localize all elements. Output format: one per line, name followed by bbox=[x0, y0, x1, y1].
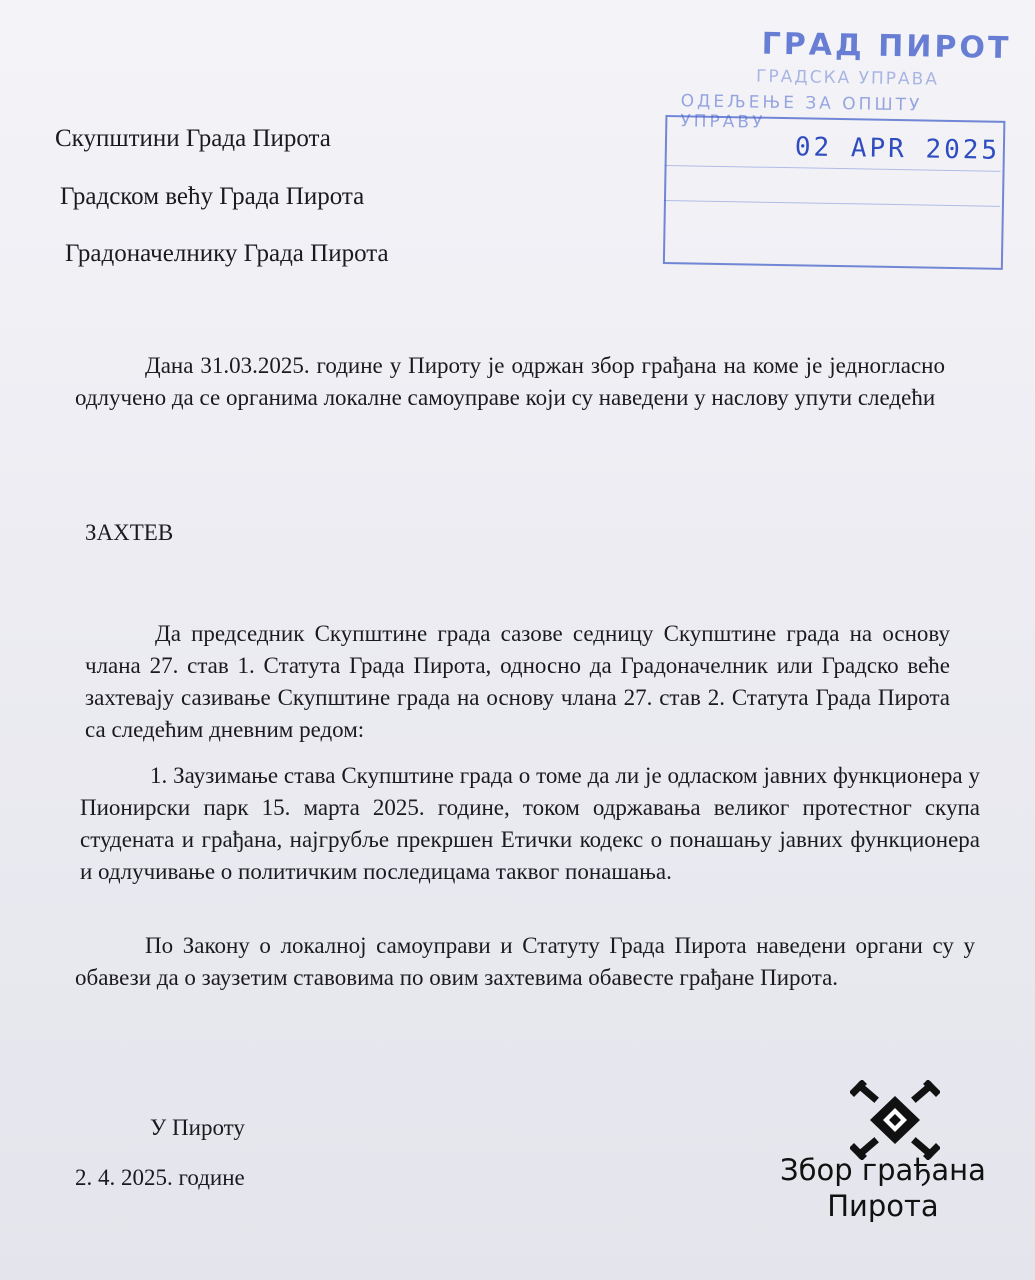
stamp-department: ОДЕЉЕЊЕ ЗА ОПШТУ УПРАВУ bbox=[680, 91, 923, 133]
agenda-item bbox=[80, 760, 980, 888]
registry-stamp bbox=[658, 15, 1017, 271]
recipient-city-council: Градском већу Града Пирота bbox=[60, 183, 365, 210]
intro-paragraph bbox=[75, 350, 945, 414]
stamp-administration: ГРАДСКА УПРАВА bbox=[755, 66, 940, 90]
recipient-mayor: Градоначелнику Града Пирота bbox=[65, 240, 389, 267]
signature-date: 2. 4. 2025. године bbox=[75, 1165, 245, 1190]
citizens-assembly-logo-icon bbox=[850, 1080, 940, 1160]
organization-line2: Пирота bbox=[827, 1189, 939, 1223]
organization-name bbox=[780, 1152, 986, 1224]
organization-line1: Збор грађана bbox=[780, 1153, 986, 1187]
stamp-date: 02 APR 2025 bbox=[794, 132, 1001, 166]
document-title: ЗАХТЕВ bbox=[85, 520, 174, 545]
request-text: Да председник Скупштине града сазове седницу Скупштине града на основу члана 27. став 1. Статута Града Пирота, односно да Градоначелник или Градско веће захтевају сазивање Скупштине града на основу члана 27. став 2. Статута Града Пирота са следећим дневним редом: bbox=[85, 621, 950, 742]
request-paragraph bbox=[85, 618, 950, 746]
agenda-item-text: 1. Заузимање става Скупштине града о томе да ли је одласком јавних функционера у Пионирски парк 15. марта 2025. године, током одржавања великог протестног скупа студената и грађана, најгрубље прекршен Етички кодекс о понашању јавних функционера и одлучивање о политичким последицама таквог понашања. bbox=[80, 763, 980, 884]
closing-paragraph bbox=[75, 930, 975, 994]
place: У Пироту bbox=[150, 1115, 245, 1140]
closing-text: По Закону о локалној самоуправи и Статуту Града Пирота наведени органи су у обавези да о заузетим ставовима по овим захтевима обавесте грађане Пирота. bbox=[75, 933, 975, 990]
intro-text: Дана 31.03.2025. године у Пироту је одржан збор грађана на коме је једногласно одлучено да се органима локалне самоуправе који су наведени у наслову упути следећи bbox=[75, 353, 945, 410]
recipient-assembly: Скупштини Града Пирота bbox=[55, 125, 331, 152]
stamp-city: ГРАД ПИРОТ bbox=[761, 26, 1012, 67]
